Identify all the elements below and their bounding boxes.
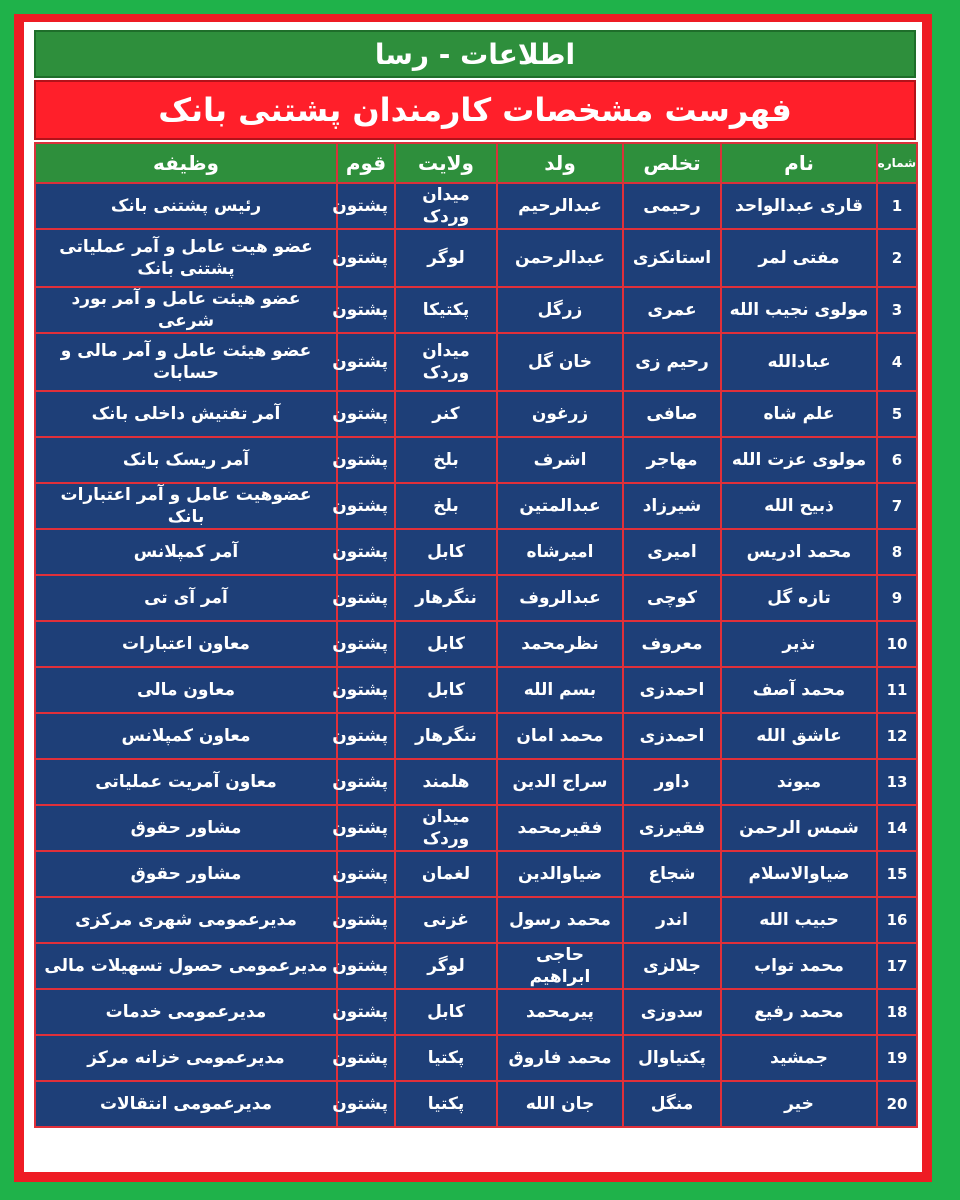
cell-name: نذیر [721, 621, 877, 667]
table-row [35, 437, 917, 483]
cell-job: مدیرعمومی خزانه مرکز [35, 1035, 337, 1081]
cell-number: 10 [877, 621, 917, 667]
cell-province: میدان وردک [395, 183, 497, 229]
cell-name: مولوی عزت الله [721, 437, 877, 483]
cell-province: میدان وردک [395, 805, 497, 851]
cell-surname: صافی [623, 391, 721, 437]
cell-surname: سدوزی [623, 989, 721, 1035]
cell-ethnicity: پشتون [337, 713, 395, 759]
cell-surname: شجاع [623, 851, 721, 897]
cell-number: 16 [877, 897, 917, 943]
cell-surname: اندر [623, 897, 721, 943]
header-name: نام [721, 143, 877, 183]
cell-ethnicity: پشتون [337, 897, 395, 943]
table-row [35, 183, 917, 229]
cell-job: مدیرعمومی انتقالات [35, 1081, 337, 1127]
page-title: فهرست مشخصات کارمندان پشتنی بانک [158, 91, 792, 129]
cell-number: 2 [877, 229, 917, 287]
cell-job: عضوهیت عامل و آمر اعتبارات بانک [35, 483, 337, 529]
cell-ethnicity: پشتون [337, 621, 395, 667]
cell-province: بلخ [395, 437, 497, 483]
cell-number: 7 [877, 483, 917, 529]
cell-father: زرگل [497, 287, 623, 333]
cell-ethnicity: پشتون [337, 667, 395, 713]
cell-number: 1 [877, 183, 917, 229]
cell-ethnicity: پشتون [337, 391, 395, 437]
cell-surname: کوچی [623, 575, 721, 621]
cell-father: عبدالرحیم [497, 183, 623, 229]
table-header-row [35, 143, 917, 183]
source-banner [34, 30, 916, 78]
cell-province: کابل [395, 529, 497, 575]
table-row [35, 391, 917, 437]
cell-father: محمد رسول [497, 897, 623, 943]
cell-ethnicity: پشتون [337, 943, 395, 989]
table-row [35, 943, 917, 989]
cell-number: 11 [877, 667, 917, 713]
cell-name: محمد تواب [721, 943, 877, 989]
cell-name: محمد آصف [721, 667, 877, 713]
cell-name: مفتی لمر [721, 229, 877, 287]
cell-province: کنر [395, 391, 497, 437]
table-row [35, 759, 917, 805]
cell-number: 17 [877, 943, 917, 989]
cell-father: عبدالروف [497, 575, 623, 621]
cell-job: آمر ریسک بانک [35, 437, 337, 483]
cell-job: مشاور حقوق [35, 851, 337, 897]
cell-number: 8 [877, 529, 917, 575]
cell-province: میدان وردک [395, 333, 497, 391]
cell-name: شمس الرحمن [721, 805, 877, 851]
table-row [35, 333, 917, 391]
cell-ethnicity: پشتون [337, 989, 395, 1035]
cell-surname: فقیرزی [623, 805, 721, 851]
cell-surname: معروف [623, 621, 721, 667]
header-surname: تخلص [623, 143, 721, 183]
cell-father: نظرمحمد [497, 621, 623, 667]
cell-ethnicity: پشتون [337, 287, 395, 333]
cell-job: رئیس پشتنی بانک [35, 183, 337, 229]
cell-name: حبیب الله [721, 897, 877, 943]
table-row [35, 713, 917, 759]
cell-job: مدیرعمومی خدمات [35, 989, 337, 1035]
header-province: ولایت [395, 143, 497, 183]
cell-ethnicity: پشتون [337, 851, 395, 897]
cell-province: لوگر [395, 943, 497, 989]
cell-number: 15 [877, 851, 917, 897]
cell-number: 6 [877, 437, 917, 483]
cell-province: غزنی [395, 897, 497, 943]
cell-ethnicity: پشتون [337, 333, 395, 391]
table-row [35, 483, 917, 529]
cell-number: 18 [877, 989, 917, 1035]
cell-job: عضو هیئت عامل و آمر مالی و حسابات [35, 333, 337, 391]
cell-surname: عمری [623, 287, 721, 333]
cell-name: عبادالله [721, 333, 877, 391]
cell-job: معاون آمریت عملیاتی [35, 759, 337, 805]
cell-surname: امیری [623, 529, 721, 575]
table-row [35, 621, 917, 667]
cell-name: خیر [721, 1081, 877, 1127]
cell-province: ننگرهار [395, 713, 497, 759]
cell-job: مشاور حقوق [35, 805, 337, 851]
title-banner [34, 80, 916, 140]
cell-number: 19 [877, 1035, 917, 1081]
cell-number: 4 [877, 333, 917, 391]
cell-surname: رحیمی [623, 183, 721, 229]
cell-father: عبدالمتین [497, 483, 623, 529]
header-father: ولد [497, 143, 623, 183]
cell-name: مولوی نجیب الله [721, 287, 877, 333]
cell-province: کابل [395, 989, 497, 1035]
cell-ethnicity: پشتون [337, 483, 395, 529]
cell-number: 13 [877, 759, 917, 805]
cell-job: آمر تفتیش داخلی بانک [35, 391, 337, 437]
employee-table [34, 142, 918, 1128]
cell-province: پکتیا [395, 1081, 497, 1127]
cell-name: جمشید [721, 1035, 877, 1081]
cell-number: 9 [877, 575, 917, 621]
cell-number: 20 [877, 1081, 917, 1127]
cell-number: 14 [877, 805, 917, 851]
cell-father: محمد امان [497, 713, 623, 759]
cell-ethnicity: پشتون [337, 759, 395, 805]
cell-name: ذبیح الله [721, 483, 877, 529]
header-job: وظیفه [35, 143, 337, 183]
cell-surname: پکتیاوال [623, 1035, 721, 1081]
cell-name: میوند [721, 759, 877, 805]
cell-father: اشرف [497, 437, 623, 483]
cell-number: 12 [877, 713, 917, 759]
cell-province: پکتیکا [395, 287, 497, 333]
cell-surname: احمدزی [623, 667, 721, 713]
cell-ethnicity: پشتون [337, 805, 395, 851]
cell-surname: جلالزی [623, 943, 721, 989]
cell-surname: مهاجر [623, 437, 721, 483]
cell-name: ضیاوالاسلام [721, 851, 877, 897]
cell-ethnicity: پشتون [337, 1035, 395, 1081]
cell-father: حاجی ابراهیم [497, 943, 623, 989]
cell-job: آمر آی تی [35, 575, 337, 621]
cell-father: سراج الدین [497, 759, 623, 805]
table-row [35, 897, 917, 943]
cell-job: آمر کمپلانس [35, 529, 337, 575]
document-panel [34, 30, 916, 1158]
cell-name: محمد ادریس [721, 529, 877, 575]
cell-number: 3 [877, 287, 917, 333]
cell-father: عبدالرحمن [497, 229, 623, 287]
table-body [35, 183, 917, 1127]
cell-name: عاشق الله [721, 713, 877, 759]
source-title: اطلاعات - رسا [374, 37, 576, 71]
cell-father: ضیاوالدین [497, 851, 623, 897]
cell-province: ننگرهار [395, 575, 497, 621]
cell-job: عضو هیت عامل و آمر عملیاتی پشتنی بانک [35, 229, 337, 287]
cell-ethnicity: پشتون [337, 575, 395, 621]
table-row [35, 1081, 917, 1127]
cell-name: علم شاه [721, 391, 877, 437]
table-row [35, 229, 917, 287]
table-row [35, 1035, 917, 1081]
cell-father: فقیرمحمد [497, 805, 623, 851]
cell-surname: شیرزاد [623, 483, 721, 529]
cell-province: کابل [395, 621, 497, 667]
table-row [35, 805, 917, 851]
cell-name: محمد رفیع [721, 989, 877, 1035]
cell-job: مدیرعمومی شهری مرکزی [35, 897, 337, 943]
table-row [35, 667, 917, 713]
cell-surname: احمدزی [623, 713, 721, 759]
header-ethnicity: قوم [337, 143, 395, 183]
cell-job: معاون کمپلانس [35, 713, 337, 759]
cell-province: لوگر [395, 229, 497, 287]
cell-number: 5 [877, 391, 917, 437]
cell-father: پیرمحمد [497, 989, 623, 1035]
cell-job: عضو هیئت عامل و آمر بورد شرعی [35, 287, 337, 333]
cell-job: معاون اعتبارات [35, 621, 337, 667]
cell-job: مدیرعمومی حصول تسهیلات مالی [35, 943, 337, 989]
cell-ethnicity: پشتون [337, 1081, 395, 1127]
cell-job: معاون مالی [35, 667, 337, 713]
cell-father: زرغون [497, 391, 623, 437]
cell-surname: رحیم زی [623, 333, 721, 391]
cell-surname: استانکزی [623, 229, 721, 287]
cell-province: کابل [395, 667, 497, 713]
header-number: شماره [877, 143, 917, 183]
cell-ethnicity: پشتون [337, 437, 395, 483]
cell-province: هلمند [395, 759, 497, 805]
cell-ethnicity: پشتون [337, 529, 395, 575]
cell-father: جان الله [497, 1081, 623, 1127]
cell-father: امیرشاه [497, 529, 623, 575]
cell-name: تازه گل [721, 575, 877, 621]
cell-father: خان گل [497, 333, 623, 391]
table-row [35, 575, 917, 621]
cell-father: بسم الله [497, 667, 623, 713]
cell-province: بلخ [395, 483, 497, 529]
cell-surname: داور [623, 759, 721, 805]
cell-name: قاری عبدالواحد [721, 183, 877, 229]
table-row [35, 851, 917, 897]
table-row [35, 287, 917, 333]
cell-father: محمد فاروق [497, 1035, 623, 1081]
cell-ethnicity: پشتون [337, 183, 395, 229]
cell-surname: منگل [623, 1081, 721, 1127]
table-row [35, 989, 917, 1035]
table-row [35, 529, 917, 575]
cell-province: پکتیا [395, 1035, 497, 1081]
cell-province: لغمان [395, 851, 497, 897]
cell-ethnicity: پشتون [337, 229, 395, 287]
